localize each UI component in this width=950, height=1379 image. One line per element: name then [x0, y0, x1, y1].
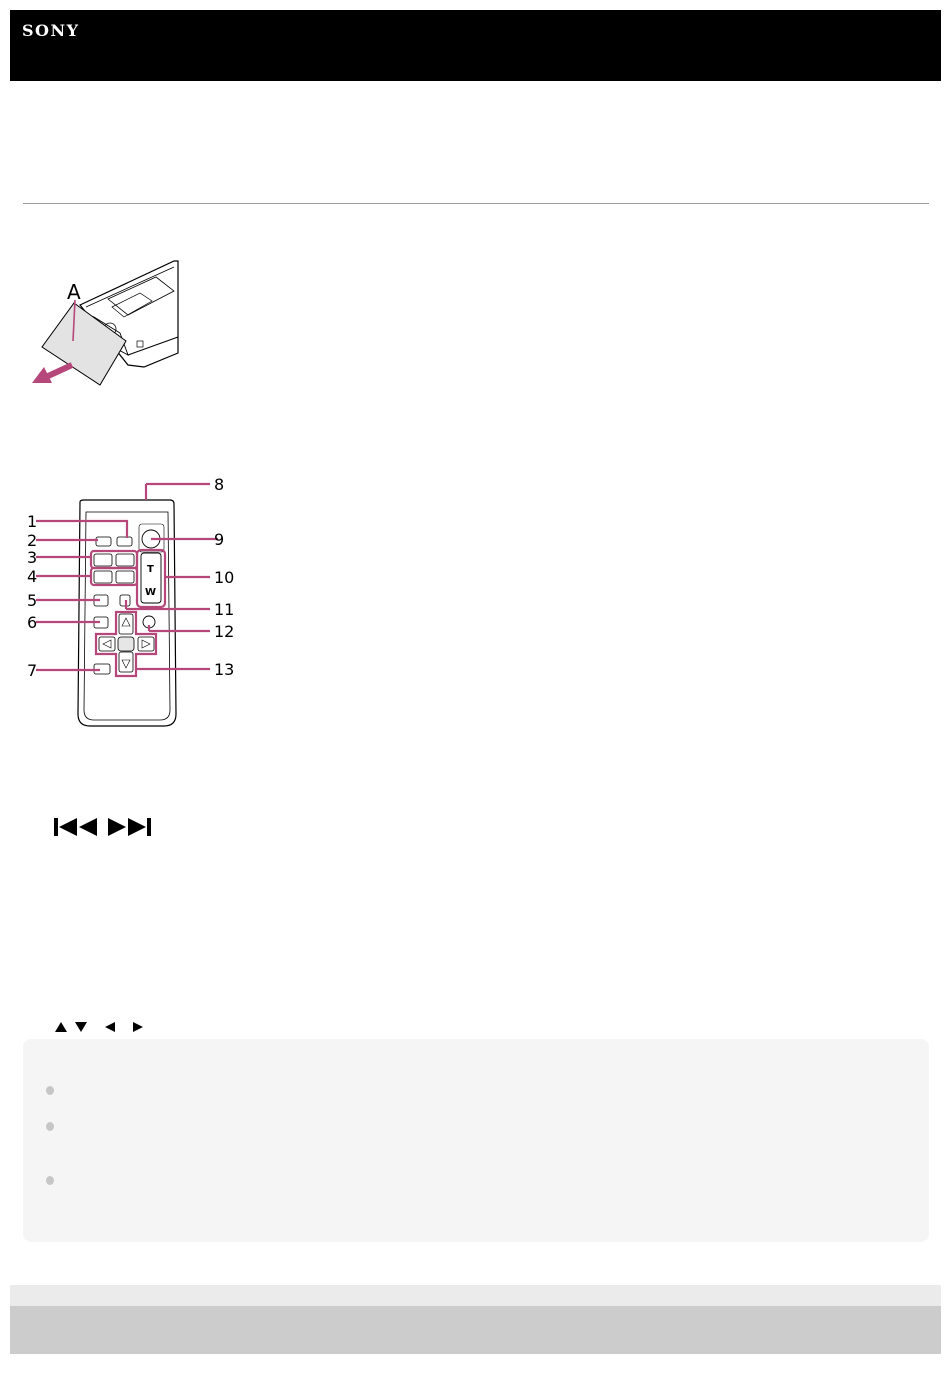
arrow-up-icon — [55, 1022, 67, 1032]
button-scan-fwd — [116, 554, 134, 566]
button-photo — [96, 537, 111, 546]
label-a: A — [67, 280, 81, 304]
callout-5: 5 — [27, 591, 38, 610]
callout-12: 12 — [214, 622, 235, 641]
title-divider — [23, 203, 929, 204]
arrow-down-icon — [75, 1022, 87, 1032]
note-bullet — [46, 1176, 54, 1185]
arrow-left-icon — [105, 1022, 115, 1032]
callout-2: 2 — [27, 531, 38, 550]
callout-1: 1 — [27, 512, 38, 531]
zoom-tele-label: T — [147, 564, 154, 575]
button-display — [117, 537, 132, 546]
button-next — [116, 571, 134, 583]
callout-8: 8 — [214, 475, 225, 494]
direction-arrows — [53, 1020, 148, 1034]
note-bullet — [46, 1086, 54, 1095]
callout-9: 9 — [214, 530, 225, 549]
button-scan-back — [94, 554, 112, 566]
battery-sheet-illustration — [24, 255, 184, 390]
next-track-icon — [108, 818, 151, 836]
button-prev — [94, 571, 112, 583]
callout-4: 4 — [27, 567, 38, 586]
arrow-right-icon — [133, 1022, 143, 1032]
callout-13: 13 — [214, 660, 235, 679]
zoom-wide-label: W — [145, 587, 157, 598]
footer-bottom-band — [10, 1306, 941, 1354]
callout-11: 11 — [214, 600, 235, 619]
footer-top-band — [10, 1285, 941, 1306]
callout-3: 3 — [27, 548, 38, 567]
skip-icons — [53, 817, 153, 837]
sony-logo: SONY — [22, 21, 80, 40]
pull-arrow — [32, 365, 72, 383]
header-bar — [10, 10, 941, 81]
note-box — [23, 1039, 929, 1242]
note-bullet — [46, 1122, 54, 1131]
previous-track-icon — [54, 818, 97, 836]
callout-7: 7 — [27, 661, 38, 680]
remote-control-diagram — [24, 474, 240, 730]
callout-10: 10 — [214, 568, 235, 587]
callout-6: 6 — [27, 613, 38, 632]
